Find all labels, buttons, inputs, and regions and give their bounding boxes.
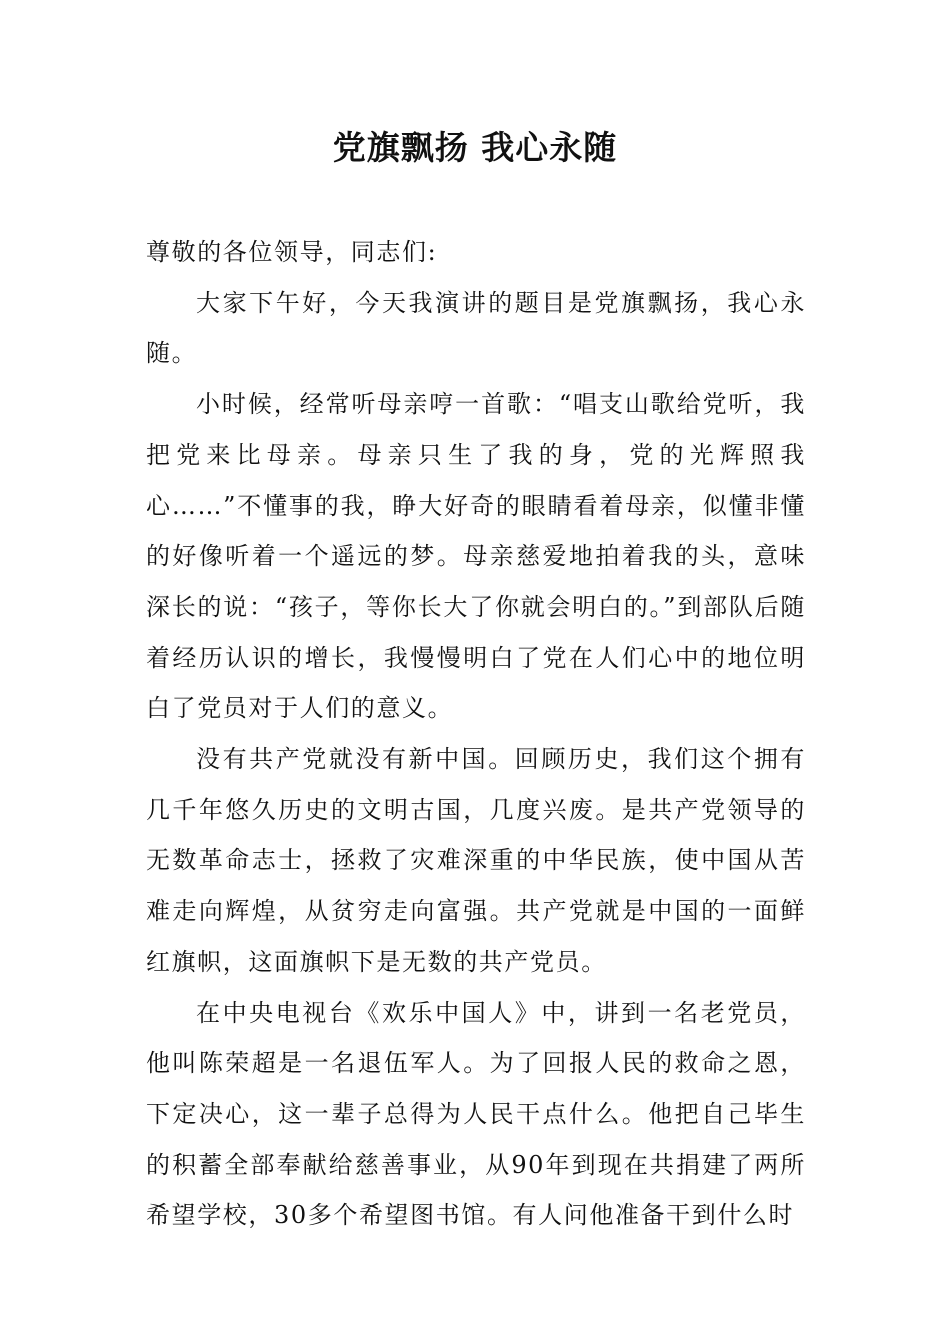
salutation: 尊敬的各位领导，同志们:: [146, 238, 438, 266]
paragraph-veteran-story: 在中央电视台《欢乐中国人》中，讲到一名老党员，他叫陈荣超是一名退伍军人。为了回报人民的救命之恩，下定决心，这一辈子总得为人民干点什么。他把自己毕生的积蓄全部奉献给慈善事业，从90年到现在共捐建了两所希望学校，30多个希望图书馆。有人问他准备干到什么时: [146, 998, 806, 1230]
paragraph-history: 没有共产党就没有新中国。回顾历史，我们这个拥有几千年悠久历史的文明古国，几度兴废。是共产党领导的无数革命志士，拯救了灾难深重的中华民族，使中国从苦难走向辉煌，从贫穷走向富强。共产党就是中国的一面鲜红旗帜，这面旗帜下是无数的共产党员。: [146, 745, 806, 976]
paragraph-greeting: 大家下午好，今天我演讲的题目是党旗飘扬，我心永随。: [146, 288, 806, 368]
document-body: [146, 227, 806, 1241]
document-title: 党旗飘扬 我心永随: [332, 128, 618, 167]
paragraph-childhood: 小时候，经常听母亲哼一首歌：“唱支山歌给党听，我把党来比母亲。母亲只生了我的身，党的光辉照我心……”不懂事的我，睁大好奇的眼睛看着母亲，似懂非懂的好像听着一个遥远的梦。母亲慈爱地拍着我的头，意味深长的说：“孩子，等你长大了你就会明白的。”到部队后随着经历认识的增长，我慢慢明白了党在人们心中的地位明白了党员对于人们的意义。: [146, 390, 806, 723]
